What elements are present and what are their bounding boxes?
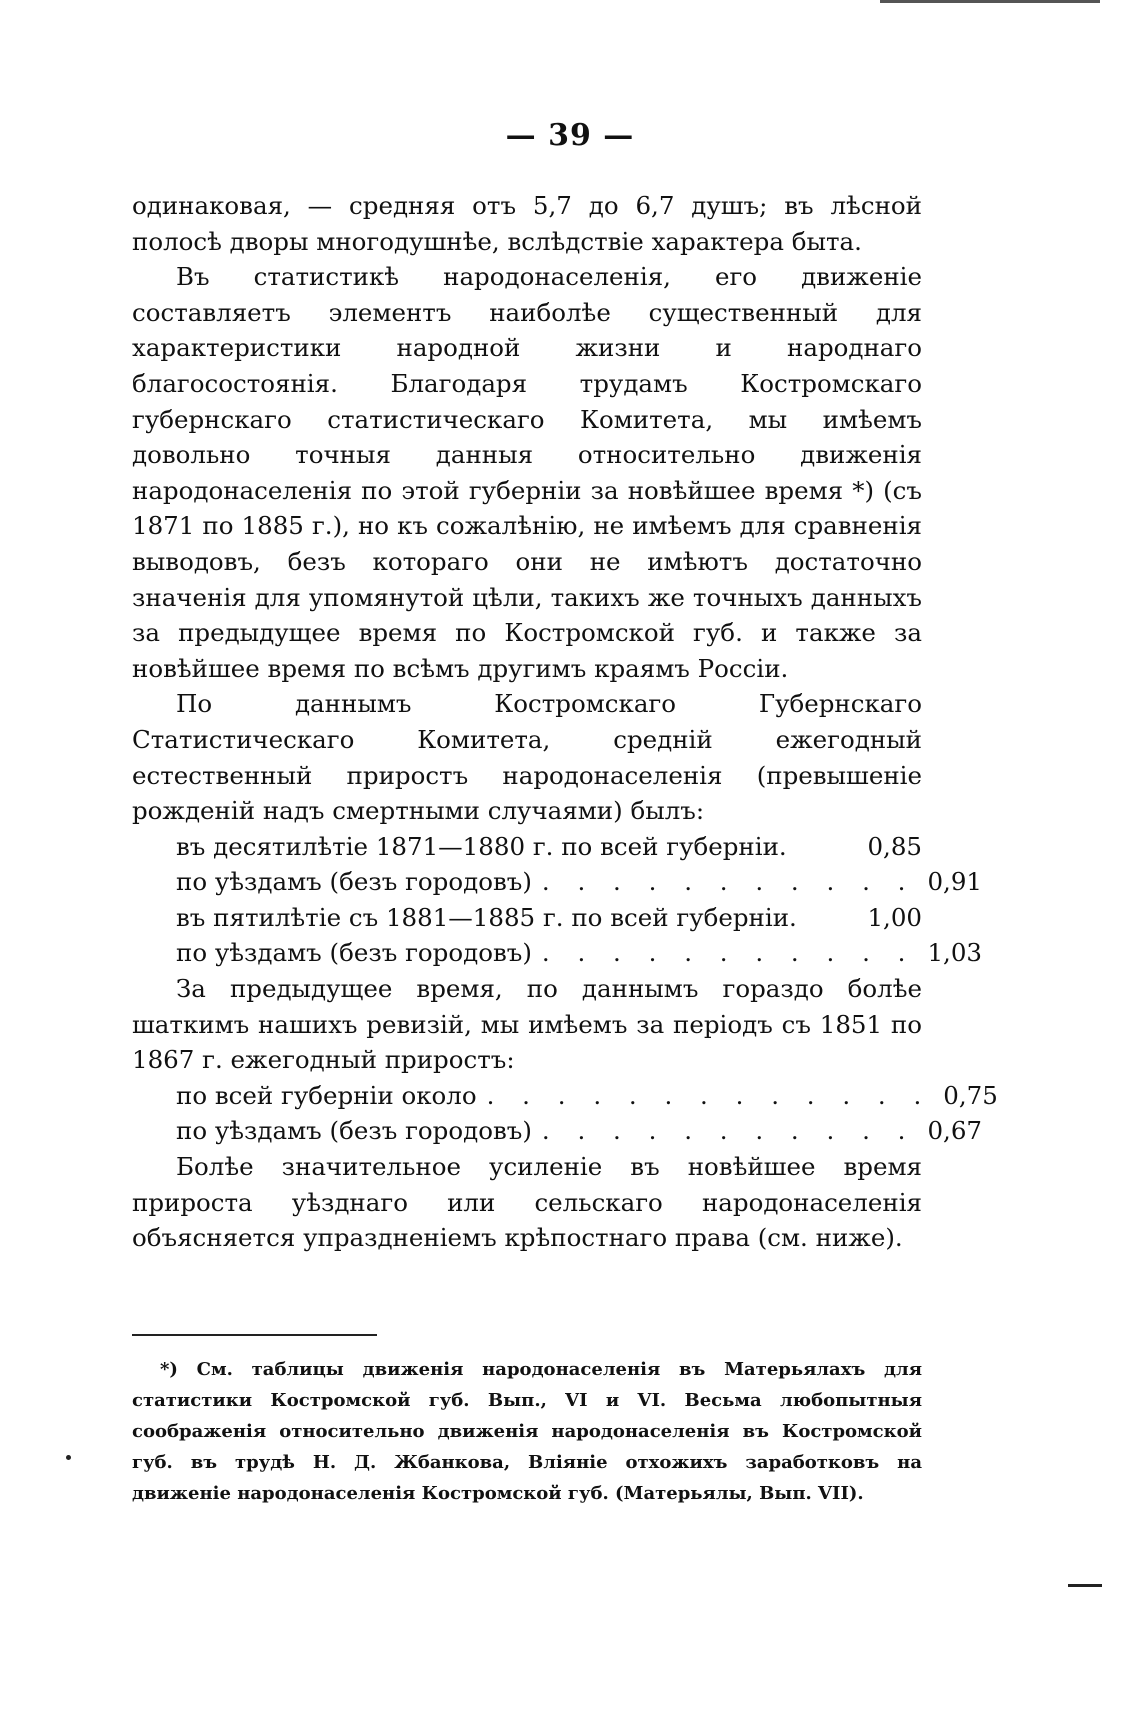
- row-label: въ десятилѣтіе 1871—1880 г. по всей губерніи.: [176, 831, 787, 861]
- growth-table-1871-1885: [176, 829, 982, 971]
- footnote: [132, 1354, 922, 1509]
- row-value: 0,91: [927, 867, 982, 897]
- footnote-separator: [132, 1334, 377, 1336]
- row-value: 0,67: [927, 1116, 982, 1146]
- leader-dots: . . . . . . . . . . .: [541, 1116, 916, 1146]
- table-row: [176, 864, 982, 900]
- table-row: [176, 1078, 998, 1114]
- row-value: 0,85: [867, 831, 922, 861]
- main-text: [132, 188, 998, 1256]
- growth-table-1851-1867: [176, 1078, 998, 1149]
- scan-mark: [880, 0, 1100, 3]
- row-value: 1,00: [867, 902, 922, 932]
- row-label: по уѣздамъ (безъ городовъ): [176, 1116, 532, 1146]
- table-row: [176, 935, 982, 971]
- footnote-text: *) См. таблицы движенія народонаселенія въ Матерьялахъ для статистики Костромской губ. Вып., VI и VI. Весьма любопытныя соображенія относительно движенія народонаселенія въ Костромской губ. въ трудѣ Н. Д. Жбанкова, Вліяніе отхожихъ заработковъ на движеніе народонаселенія Костромской губ. (Матерьялы, Вып. VII).: [132, 1359, 922, 1504]
- row-value: 1,03: [927, 938, 982, 968]
- row-label: по уѣздамъ (безъ городовъ): [176, 938, 532, 968]
- table-row: [176, 829, 922, 865]
- leader-dots: . . . . . . . . . . .: [541, 938, 916, 968]
- row-label: въ пятилѣтіе съ 1881—1885 г. по всей губерніи.: [176, 902, 797, 932]
- page-number: — 39 —: [505, 118, 635, 153]
- row-label: по уѣздамъ (безъ городовъ): [176, 867, 532, 897]
- paragraph-2: Въ статистикѣ народонаселенія, его движеніе составляетъ элементъ наиболѣе существенный для характеристики народной жизни и народнаго благосостоянія. Благодаря трудамъ Костромскаго губернскаго статистическаго Комитета, мы имѣемъ довольно точныя данныя относительно движенія народонаселенія по этой губерніи за новѣйшее время *) (съ 1871 по 1885 г.), но къ сожалѣнію, не имѣемъ для сравненія выводовъ, безъ котораго они не имѣютъ достаточно значенія для упомянутой цѣли, такихъ же точныхъ данныхъ за предыдущее время по Костромской губ. и также за новѣйшее время по всѣмъ другимъ краямъ Россіи.: [132, 262, 922, 683]
- table-row: [176, 1113, 982, 1149]
- scan-mark: [66, 1455, 71, 1460]
- row-label: по всей губерніи около: [176, 1080, 477, 1110]
- paragraph-4: За предыдущее время, по даннымъ гораздо болѣе шаткимъ нашихъ ревизій, мы имѣемъ за періодъ съ 1851 по 1867 г. ежегодный приростъ:: [132, 974, 922, 1075]
- leader-dots: . . . . . . . . . . . . .: [486, 1080, 932, 1110]
- leader-dots: . . . . . . . . . . .: [541, 867, 916, 897]
- row-value: 0,75: [943, 1080, 998, 1110]
- table-row: [176, 900, 922, 936]
- scan-mark: [1068, 1584, 1102, 1587]
- paragraph-3: По даннымъ Костромскаго Губернскаго Статистическаго Комитета, средній ежегодный естественный приростъ народонаселенія (превышеніе рожденій надъ смертными случаями) былъ:: [132, 689, 922, 826]
- paragraph-1: одинаковая, — средняя отъ 5,7 до 6,7 душъ; въ лѣсной полосѣ дворы многодушнѣе, вслѣдствіе характера быта.: [132, 191, 922, 256]
- paragraph-5: Болѣе значительное усиленіе въ новѣйшее время прироста уѣзднаго или сельскаго народонаселенія объясняется упраздненіемъ крѣпостнаго права (см. ниже).: [132, 1152, 922, 1253]
